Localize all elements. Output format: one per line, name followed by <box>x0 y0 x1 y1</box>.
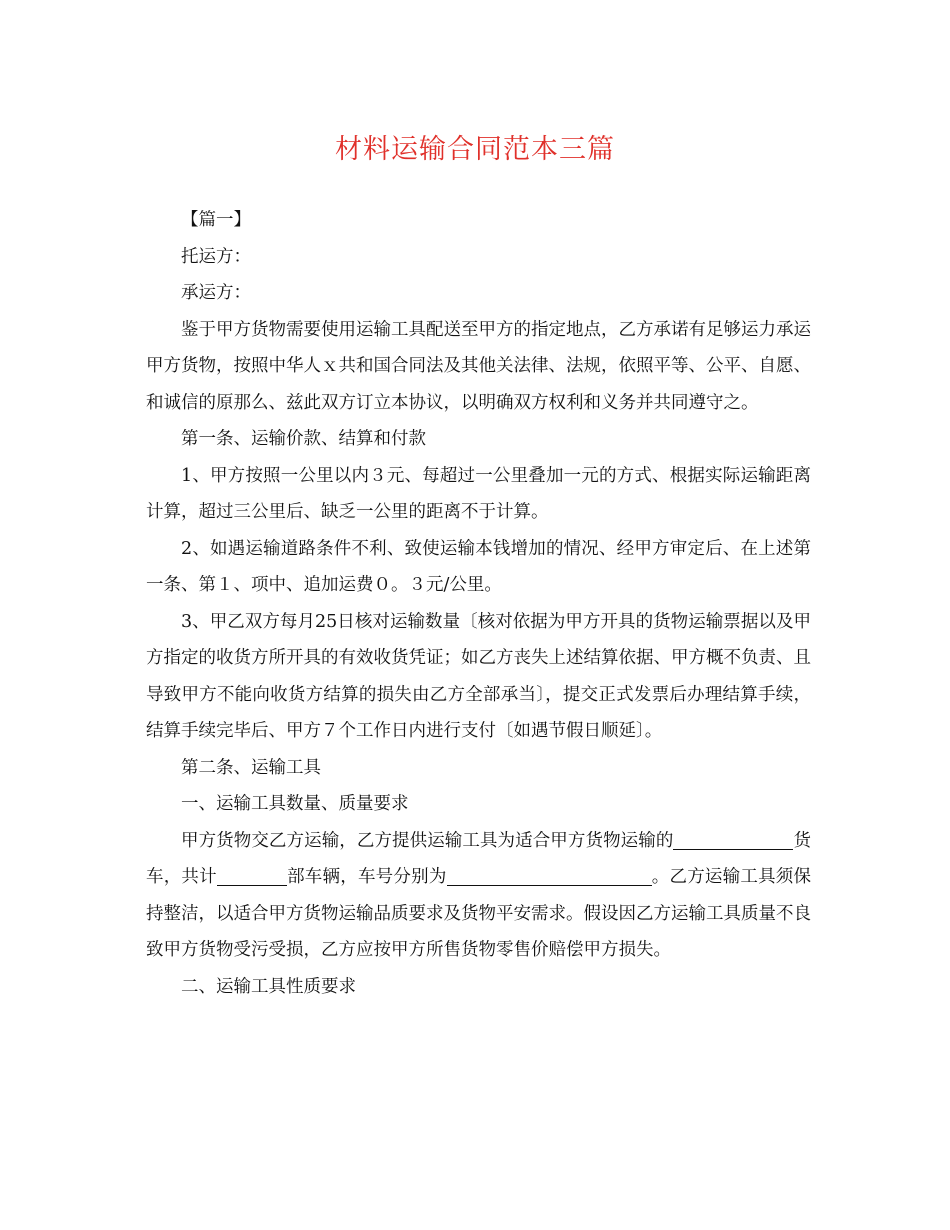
truck-type-blank[interactable] <box>673 827 793 850</box>
article-1-title: 第一条、运输价款、结算和付款 <box>181 429 426 449</box>
clause-2: 2、如遇运输道路条件不利、致使运输本钱增加的情况、经甲方审定后、在上述第一条、第１、项中、追加运费０。３元/公里。 <box>146 538 811 595</box>
document-body <box>146 202 811 1005</box>
clause-1: 1、甲方按照一公里以内３元、每超过一公里叠加一元的方式、根据实际运输距离计算，超过三公里后、缺乏一公里的距离不于计算。 <box>146 465 811 522</box>
subsection-2-title: 二、运输工具性质要求 <box>181 976 356 997</box>
shipper-label: 托运方： <box>181 246 251 267</box>
plate-numbers-text: 部车辆，车号分别为 <box>286 867 447 887</box>
plate-numbers-blank[interactable] <box>447 863 652 886</box>
vehicle-count-blank[interactable] <box>217 863 287 886</box>
carrier-label: 承运方： <box>181 283 251 303</box>
truck-count-text: 货车，共计 <box>146 830 812 887</box>
vehicle-intro-text: 甲方货物交乙方运输，乙方提供运输工具为适合甲方货物运输的 <box>181 830 674 851</box>
section-header: 【篇一】 <box>181 210 251 230</box>
clause-3: 3、甲乙双方每月25日核对运输数量〔核对依据为甲方开具的货物运输票据以及甲方指定的收货方所开具的有效收货凭证；如乙方丧失上述结算依据、甲方概不负责、且导致甲方不能向收货方结算的损失由乙方全部承当〕，提交正式发票后办理结算手续，结算手续完毕后、甲方７个工作日内进行支付〔如遇节假日顺延〕。 <box>146 611 811 741</box>
intro-paragraph: 鉴于甲方货物需要使用运输工具配送至甲方的指定地点，乙方承诺有足够运力承运甲方货物，按照中华人ｘ共和国合同法及其他关法律、法规，依照平等、公平、自愿、和诚信的原那么、兹此双方订立本协议，以明确双方权利和义务并共同遵守之。 <box>146 319 811 413</box>
subsection-1-title: 一、运输工具数量、质量要求 <box>181 794 409 814</box>
subsection-1-text <box>146 823 811 969</box>
article-2-title: 第二条、运输工具 <box>181 757 321 778</box>
vehicle-requirements-text: 。乙方运输工具须保持整洁，以适合甲方货物运输品质要求及货物平安需求。假设因乙方运输工具质量不良致甲方货物受污受损，乙方应按甲方所售货物零售价赔偿甲方损失。 <box>146 867 812 960</box>
document-title: 材料运输合同范本三篇 <box>335 134 615 165</box>
